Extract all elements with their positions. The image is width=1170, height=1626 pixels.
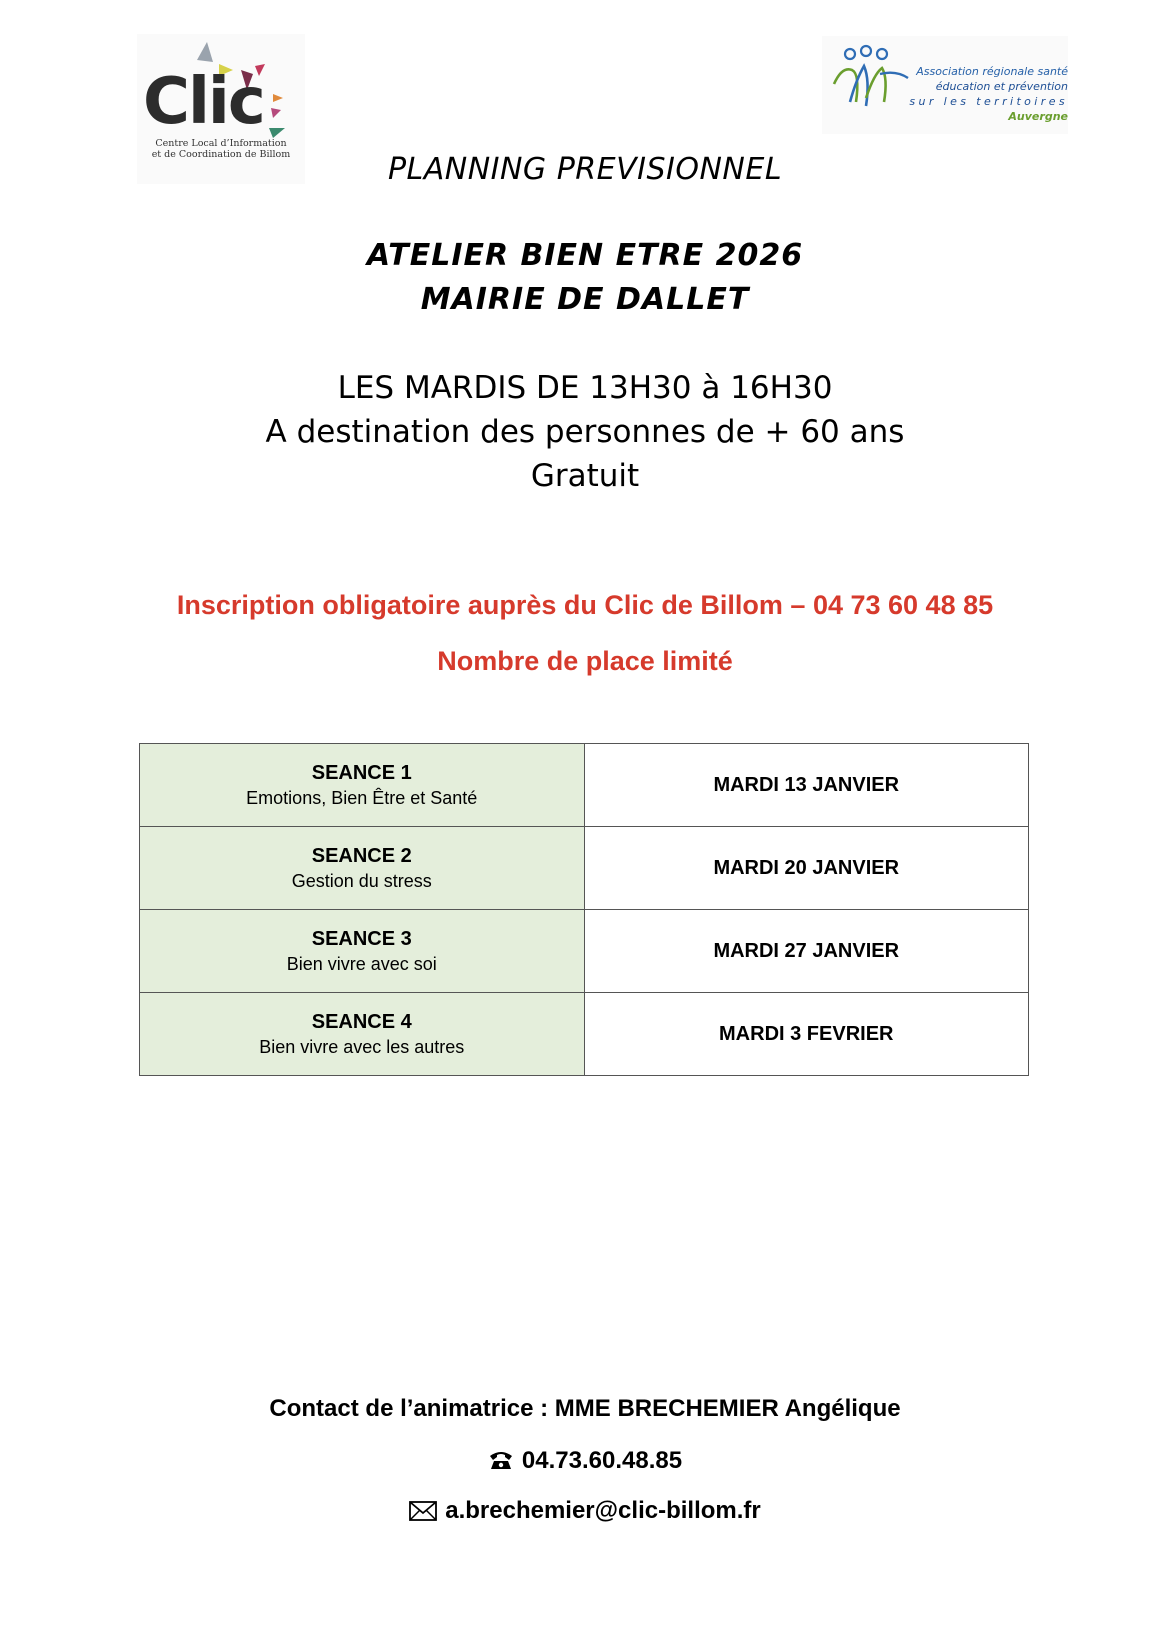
table-row <box>140 993 1029 1076</box>
contact-phone-line <box>0 1447 1170 1475</box>
session-name: SEANCE 4 <box>311 1011 412 1033</box>
table-row <box>140 910 1029 993</box>
people-figures-icon <box>830 44 910 116</box>
tarif-text: Gratuit <box>530 458 640 494</box>
horaires-text: LES MARDIS DE 13H30 à 16H30 <box>337 370 833 406</box>
session-name: SEANCE 3 <box>311 928 412 950</box>
association-line1: Association régionale santé <box>916 65 1068 78</box>
session-cell <box>140 910 585 993</box>
contact-phone[interactable]: 04.73.60.48.85 <box>521 1447 683 1474</box>
lieu-title: MAIRIE DE DALLET <box>420 282 750 317</box>
association-line4: Auvergne <box>1008 110 1068 123</box>
planning-title: PLANNING PREVISIONNEL <box>387 152 783 187</box>
contact-email-line <box>0 1497 1170 1525</box>
table-row <box>140 827 1029 910</box>
association-line2: éducation et prévention <box>935 80 1068 93</box>
contact-email[interactable]: a.brechemier@clic-billom.fr <box>445 1497 761 1524</box>
session-cell <box>140 744 585 827</box>
session-date: MARDI 3 FEVRIER <box>719 1022 894 1045</box>
association-logo <box>822 36 1068 134</box>
date-cell <box>584 827 1029 910</box>
inscription-notice: Inscription obligatoire auprès du Clic de Billom – 04 73 60 48 85 <box>176 590 994 620</box>
telephone-icon <box>488 1449 514 1471</box>
association-logo-text <box>908 64 1068 124</box>
public-text: A destination des personnes de + 60 ans <box>265 414 905 450</box>
session-topic: Emotions, Bien Être et Santé <box>246 788 478 808</box>
session-cell <box>140 993 585 1076</box>
session-date: MARDI 13 JANVIER <box>713 773 900 796</box>
date-cell <box>584 744 1029 827</box>
session-name: SEANCE 2 <box>311 845 412 867</box>
contact-name: Contact de l’animatrice : MME BRECHEMIER Angélique <box>269 1395 901 1422</box>
atelier-title: ATELIER BIEN ETRE 2026 <box>366 238 804 273</box>
clic-subtitle-line2: et de Coordination de Billom <box>151 149 291 160</box>
date-cell <box>584 910 1029 993</box>
sessions-table <box>139 743 1029 1076</box>
session-topic: Bien vivre avec les autres <box>259 1037 465 1057</box>
session-cell <box>140 827 585 910</box>
session-name: SEANCE 1 <box>311 762 412 784</box>
session-date: MARDI 20 JANVIER <box>713 856 900 879</box>
session-topic: Bien vivre avec soi <box>286 954 437 974</box>
session-topic: Gestion du stress <box>291 871 432 891</box>
clic-subtitle-line1: Centre Local d’Information <box>155 138 287 149</box>
envelope-icon <box>409 1501 437 1521</box>
places-notice: Nombre de place limité <box>437 646 733 676</box>
table-row <box>140 744 1029 827</box>
date-cell <box>584 993 1029 1076</box>
clic-logo-word: Clic <box>143 65 264 139</box>
session-date: MARDI 27 JANVIER <box>713 939 900 962</box>
association-line3: sur les territoires <box>909 95 1068 108</box>
